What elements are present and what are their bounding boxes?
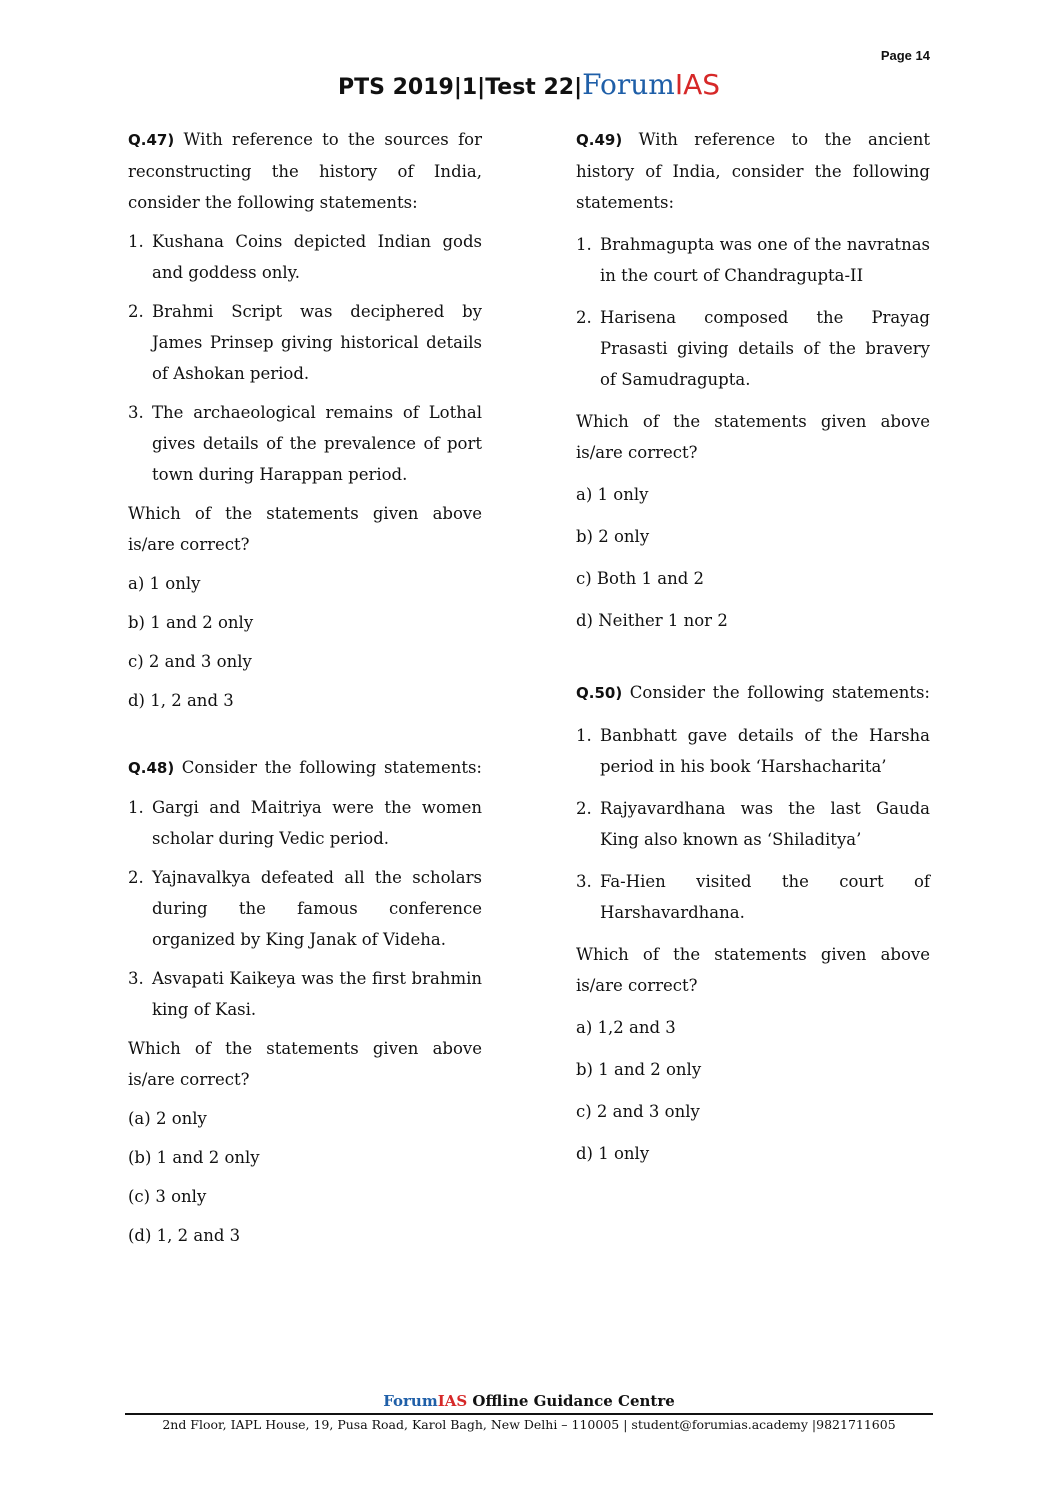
statement-item: 3. Asvapati Kaikeya was the first brahmin king of Kasi.: [128, 969, 482, 1019]
statement-item: 2. Brahmi Script was deciphered by James Prinsep giving historical details of Ashokan period.: [128, 302, 482, 383]
statement-item: 2. Yajnavalkya defeated all the scholars during the famous conference organized by King Janak of Videha.: [128, 868, 482, 949]
footer-address: 2nd Floor, IAPL House, 19, Pusa Road, Karol Bagh, New Delhi – 110005 | student@forumias.academy |9821711605: [162, 1417, 896, 1432]
question-prompt: Which of the statements given above is/are correct?: [128, 1039, 482, 1089]
statement-list: [128, 226, 482, 490]
footer-divider: [125, 1413, 933, 1415]
option-c: c) 2 and 3 only: [128, 652, 252, 671]
option-c: (c) 3 only: [128, 1187, 207, 1206]
question-number: Q.50): [576, 684, 623, 702]
option-d: (d) 1, 2 and 3: [128, 1226, 241, 1245]
left-column: [128, 124, 482, 1259]
question-prompt: Which of the statements given above is/are correct?: [128, 504, 482, 554]
question-number: Q.48): [128, 759, 175, 777]
option-a: (a) 2 only: [128, 1109, 207, 1128]
option-a: a) 1 only: [576, 485, 649, 504]
option-b: b) 2 only: [576, 527, 650, 546]
statement-item: 1. Brahmagupta was one of the navratnas in the court of Chandragupta-II: [576, 235, 930, 285]
statement-list: [128, 792, 482, 1025]
statement-item: 2. Harisena composed the Prayag Prasasti giving details of the bravery of Samudragupta.: [576, 308, 930, 389]
statement-item: 3. The archaeological remains of Lothal gives details of the prevalence of port town during Harappan period.: [128, 403, 482, 484]
statement-item: 3. Fa-Hien visited the court of Harshavardhana.: [576, 872, 930, 922]
question-48: [128, 752, 482, 1251]
question-49: [576, 124, 930, 636]
option-b: b) 1 and 2 only: [128, 613, 254, 632]
statement-item: 1. Banbhatt gave details of the Harsha period in his book ‘Harshacharita’: [576, 726, 930, 776]
question-intro: Q.50) Consider the following statements:: [576, 683, 930, 702]
question-number: Q.49): [576, 131, 623, 149]
question-intro: Q.48) Consider the following statements:: [128, 758, 482, 777]
question-50: [576, 677, 930, 1169]
option-d: d) Neither 1 nor 2: [576, 611, 728, 630]
page-footer: [0, 1392, 1058, 1432]
option-d: d) 1, 2 and 3: [128, 691, 234, 710]
question-47: [128, 124, 482, 716]
question-intro: Q.49) With reference to the ancient history of India, consider the following statements:: [576, 130, 930, 212]
question-prompt: Which of the statements given above is/are correct?: [576, 945, 930, 995]
footer-title: ForumIAS Offline Guidance Centre: [383, 1392, 675, 1410]
statement-list: [576, 720, 930, 928]
question-number: Q.47): [128, 131, 175, 149]
header-title: PTS 2019|1|Test 22|: [337, 75, 583, 100]
question-prompt: Which of the statements given above is/are correct?: [576, 412, 930, 462]
brand-forum: Forum: [582, 68, 675, 101]
option-a: a) 1 only: [128, 574, 201, 593]
statement-item: 1. Gargi and Maitriya were the women scholar during Vedic period.: [128, 798, 482, 848]
option-b: (b) 1 and 2 only: [128, 1148, 260, 1167]
brand-ias: IAS: [674, 68, 721, 101]
page-header: [0, 68, 1058, 101]
option-d: d) 1 only: [576, 1144, 650, 1163]
statement-list: [576, 229, 930, 395]
option-c: c) 2 and 3 only: [576, 1102, 700, 1121]
page-number: Page 14: [880, 48, 930, 63]
statement-item: 2. Rajyavardhana was the last Gauda King also known as ‘Shiladitya’: [576, 799, 930, 849]
statement-item: 1. Kushana Coins depicted Indian gods and goddess only.: [128, 232, 482, 282]
right-column: [576, 124, 930, 1180]
option-b: b) 1 and 2 only: [576, 1060, 702, 1079]
option-c: c) Both 1 and 2: [576, 569, 704, 588]
option-a: a) 1,2 and 3: [576, 1018, 676, 1037]
question-intro: Q.47) With reference to the sources for reconstructing the history of India, consider the following statements:: [128, 130, 482, 212]
